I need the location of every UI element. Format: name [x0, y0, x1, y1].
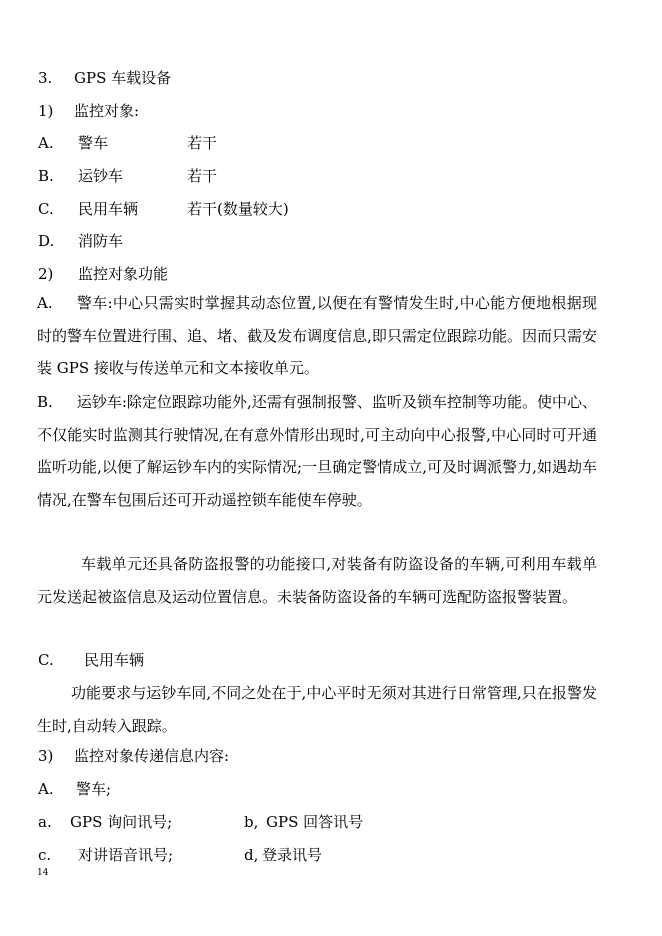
subsection-number: 2) — [38, 265, 54, 283]
section-number: 3. — [38, 69, 53, 87]
subsection-number: 3) — [38, 747, 54, 765]
signal-text: 对讲语音讯号; — [78, 846, 174, 864]
target-letter: C. — [38, 200, 54, 218]
police-car-signals-title: 警车; — [76, 780, 112, 798]
signal-letter: b, — [244, 813, 259, 831]
signal-text: 登录讯号 — [262, 846, 323, 864]
signal-letter: d, — [244, 846, 259, 864]
signal-letter: c. — [38, 846, 52, 864]
target-name: 运钞车 — [78, 167, 124, 185]
subsection-title: 监控对象传递信息内容: — [74, 747, 230, 765]
paragraph-text: 运钞车:除定位跟踪功能外,还需有强制报警、监听及锁车控制等功能。使中心、不仅能实时监测其行驶情况,在有意外情形出现时,可主动向中心报警,中心同时可开通监听功能,以便了解运钞车内的实际情况;一旦确定警情成立,可及时调派警力,如遇劫车情况,在警车包围后还可开动遥控锁车能使车停驶。 — [37, 393, 597, 509]
civil-vehicle-title: 民用车辆 — [84, 651, 145, 669]
paragraph-letter: A. — [37, 294, 53, 312]
paragraph-letter: A. — [38, 780, 54, 798]
target-quantity: 若干 — [187, 134, 218, 152]
target-letter: D. — [38, 232, 55, 250]
target-letter: A. — [38, 134, 54, 152]
signal-letter: a. — [38, 813, 52, 831]
subsection-title: 监控对象功能 — [78, 265, 169, 283]
paragraph-text: 警车:中心只需实时掌握其动态位置,以便在有警情发生时,中心能方便地根据现时的警车位置进行围、追、堵、截及发布调度信息,即只需定位跟踪功能。因而只需安装 GPS 接收与传送单元和文本接收单元。 — [37, 294, 597, 377]
paragraph-alarm-interface: 车载单元还具备防盗报警的功能接口,对装备有防盗设备的车辆,可利用车载单元发送起被盗信息及运动位置信息。未装备防盗设备的车辆可选配防盗报警装置。 — [37, 555, 597, 606]
target-name: 警车 — [78, 134, 109, 152]
signal-text: GPS 回答讯号 — [266, 813, 364, 831]
target-quantity: 若干 — [187, 167, 218, 185]
paragraph-letter: C. — [38, 651, 54, 669]
page-number: 14 — [37, 868, 49, 878]
paragraph-civil-vehicle: 功能要求与运钞车同,不同之处在于,中心平时无须对其进行日常管理,只在报警发生时,自动转入跟踪。 — [37, 684, 597, 735]
signal-text: GPS 询问讯号; — [70, 813, 173, 831]
subsection-number: 1) — [38, 102, 54, 120]
target-name: 消防车 — [78, 232, 124, 250]
paragraph-letter: B. — [37, 393, 53, 411]
subsection-title: 监控对象: — [74, 102, 140, 120]
target-name: 民用车辆 — [78, 200, 139, 218]
section-title: GPS 车载设备 — [74, 69, 172, 87]
target-quantity: 若干(数量较大) — [187, 200, 289, 218]
paragraph-police-car — [37, 287, 597, 385]
paragraph-cash-truck — [37, 386, 597, 516]
target-letter: B. — [38, 167, 54, 185]
